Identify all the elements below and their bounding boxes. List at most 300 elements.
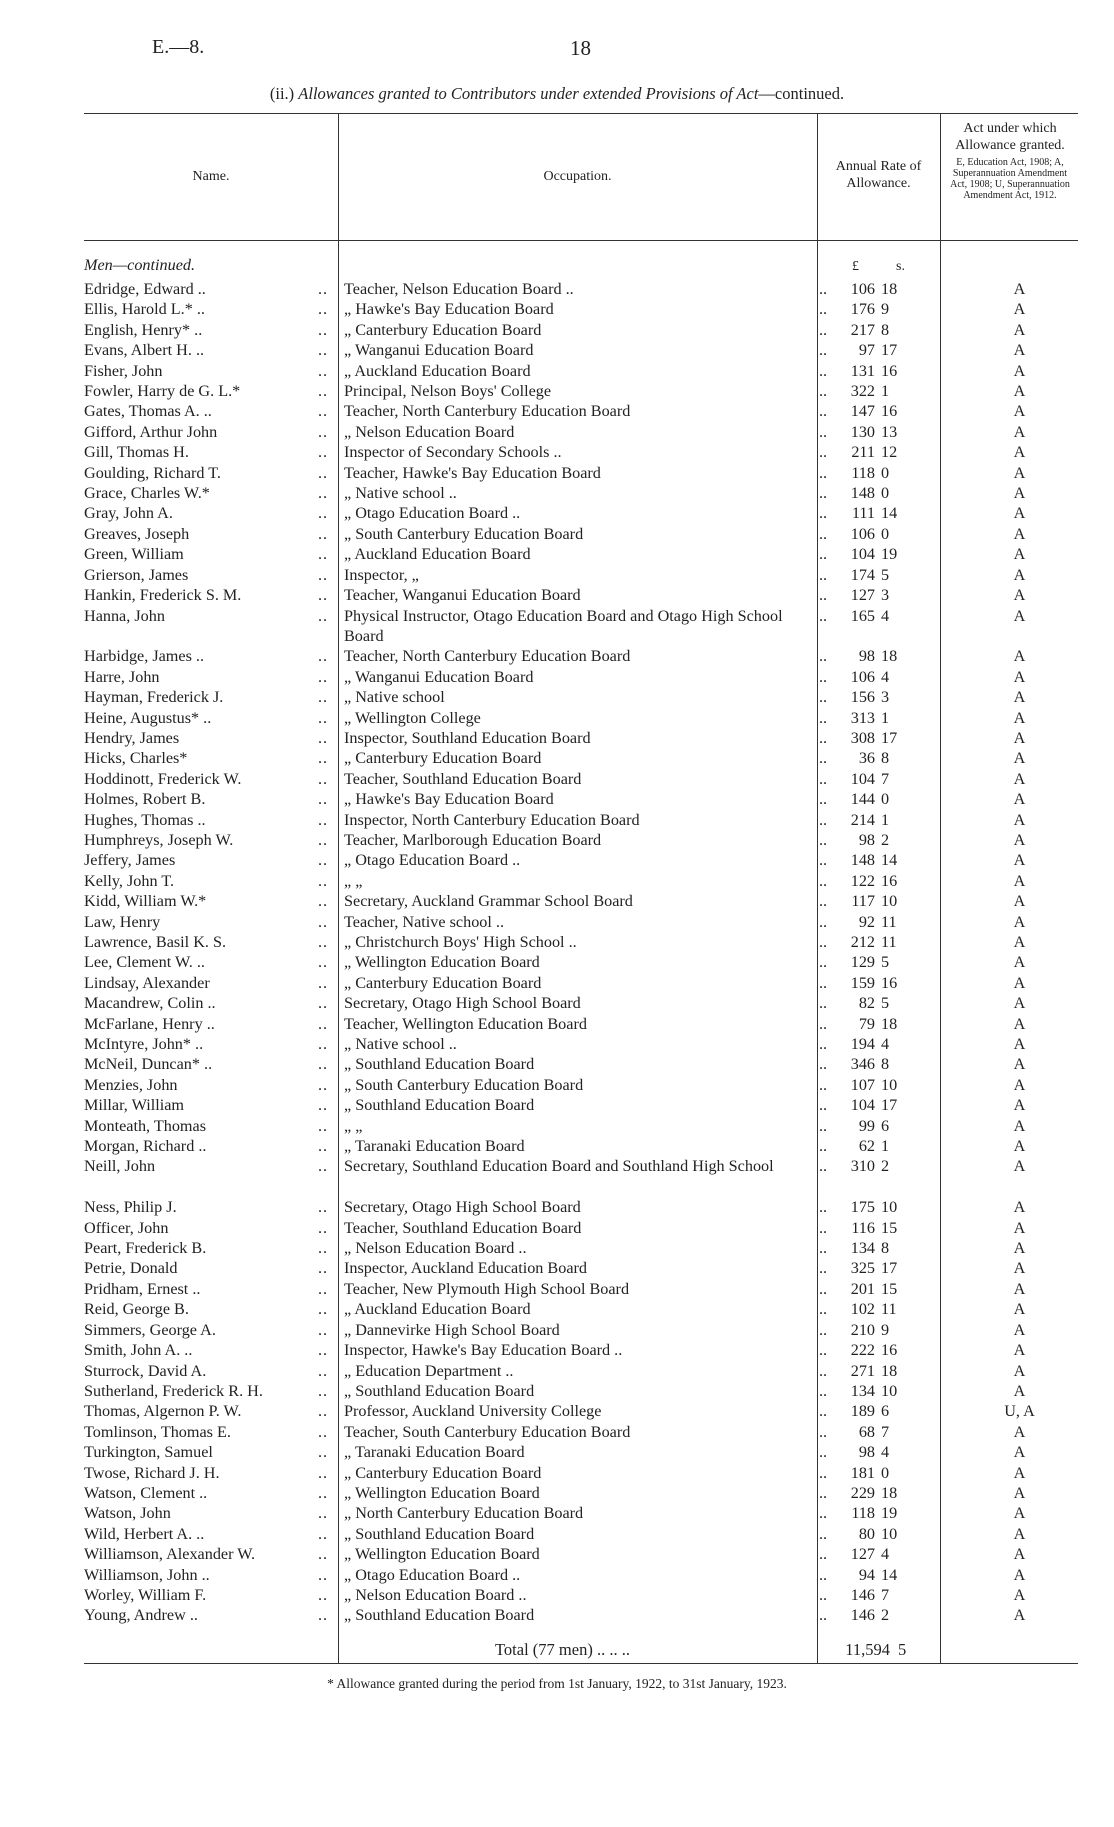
table-row (84, 1483, 1082, 1503)
occupation: „ Otago Education Board .. (344, 504, 521, 523)
occupation: „ Native school (344, 688, 445, 707)
contributor-name: Twose, Richard J. H. (84, 1463, 220, 1482)
act-code: A (1013, 790, 1026, 809)
leader-dots: .. (818, 586, 828, 605)
pounds-value: 147 (850, 402, 875, 421)
table-row (84, 544, 1082, 564)
act-code: A (1013, 1300, 1026, 1319)
contributor-name: McIntyre, John* .. (84, 1035, 204, 1054)
shillings-value: 18 (881, 1483, 898, 1502)
leader-dots: .. (818, 1055, 828, 1074)
leader-dots: .. (317, 1483, 329, 1502)
total-shillings: 5 (898, 1640, 907, 1659)
occupation: Professor, Auckland University College (344, 1402, 602, 1421)
contributor-name: Wild, Herbert A. .. (84, 1524, 205, 1543)
table-row (84, 1075, 1082, 1095)
leader-dots: .. (818, 443, 828, 462)
table-row (84, 1422, 1082, 1442)
pounds-value: 106 (850, 280, 875, 298)
shillings-value: 0 (881, 484, 890, 503)
leader-dots: .. (317, 1361, 329, 1380)
table-row (84, 463, 1082, 483)
occupation: Secretary, Otago High School Board (344, 1198, 581, 1217)
leader-dots: .. (818, 994, 828, 1013)
leader-dots: .. (818, 1320, 828, 1339)
pounds-value: 98 (858, 1443, 875, 1462)
leader-dots: .. (818, 422, 828, 441)
contributor-name: Grierson, James (84, 565, 189, 584)
act-code: A (1013, 280, 1026, 298)
shillings-value: 0 (881, 524, 890, 543)
contributor-name: Ellis, Harold L.* .. (84, 300, 205, 319)
leader-dots: .. (317, 484, 329, 503)
leader-dots: .. (818, 1443, 828, 1462)
shillings-value: 5 (881, 953, 890, 972)
leader-dots: .. (818, 953, 828, 972)
shillings-value: 16 (881, 361, 898, 380)
table-row (84, 1381, 1082, 1401)
leader-dots: .. (818, 810, 828, 829)
leader-dots: .. (317, 708, 329, 727)
pounds-value: 222 (850, 1341, 875, 1360)
shillings-value: 3 (881, 688, 890, 707)
contributor-name: Thomas, Algernon P. W. (84, 1402, 242, 1421)
table-row (84, 1197, 1082, 1217)
act-code: A (1013, 1483, 1026, 1502)
leader-dots: .. (317, 1585, 329, 1604)
contributor-name: Sturrock, David A. (84, 1361, 207, 1380)
occupation: Teacher, New Plymouth High School Board (344, 1279, 630, 1298)
leader-dots: .. (317, 1422, 329, 1441)
occupation: Teacher, South Canterbury Education Board (344, 1422, 631, 1441)
act-code: A (1013, 320, 1026, 339)
act-code: A (1013, 606, 1026, 625)
act-key-note: E, Education Act, 1908; A, Superannuation Amendment Act, 1908; U, Superannuation Amendment Act, 1912. (950, 157, 1070, 201)
leader-dots: .. (818, 1341, 828, 1360)
leader-dots: .. (317, 1381, 329, 1400)
shillings-value: 17 (881, 728, 898, 747)
table-row (84, 1544, 1082, 1564)
occupation: Teacher, North Canterbury Education Board (344, 647, 631, 666)
occupation: Secretary, Otago High School Board (344, 994, 581, 1013)
pounds-value: 201 (850, 1279, 875, 1298)
contributor-name: Tomlinson, Thomas E. (84, 1422, 231, 1441)
table-row (84, 320, 1082, 340)
contributor-name: Gray, John A. (84, 504, 173, 523)
act-code: A (1013, 708, 1026, 727)
occupation: Teacher, Southland Education Board (344, 1218, 582, 1237)
act-code: A (1013, 749, 1026, 768)
table-row (84, 952, 1082, 972)
table-row (84, 912, 1082, 932)
table-row (84, 810, 1082, 830)
occupation: „ „ (344, 1116, 363, 1135)
pounds-value: 194 (850, 1035, 875, 1054)
shillings-value: 11 (881, 1300, 897, 1319)
contributor-name: Jeffery, James (84, 851, 176, 870)
table-row (84, 524, 1082, 544)
pounds-value: 211 (851, 443, 875, 462)
shillings-value: 5 (881, 565, 890, 584)
contributor-name: Grace, Charles W.* (84, 484, 210, 503)
leader-dots: .. (818, 1137, 828, 1156)
occupation: „ Southland Education Board (344, 1606, 535, 1625)
pounds-value: 174 (850, 565, 875, 584)
shillings-value: 1 (881, 382, 890, 401)
contributor-name: Humphreys, Joseph W. (84, 830, 234, 849)
total-label: Total (77 men) .. .. .. (495, 1640, 630, 1659)
table-row (84, 1054, 1082, 1074)
occupation: Teacher, Hawke's Bay Education Board (344, 463, 601, 482)
table-row (84, 1361, 1082, 1381)
table-row (84, 565, 1082, 585)
shillings-value: 19 (881, 1504, 898, 1523)
leader-dots: .. (317, 1075, 329, 1094)
occupation: „ Canterbury Education Board (344, 973, 542, 992)
contributor-name: Simmers, George A. (84, 1320, 216, 1339)
shillings-value: 0 (881, 1463, 890, 1482)
leader-dots: .. (818, 606, 828, 625)
contributor-name: Gates, Thomas A. .. (84, 402, 212, 421)
contributor-name: Peart, Frederick B. (84, 1239, 207, 1258)
table-row (84, 1258, 1082, 1278)
act-code: A (1013, 1443, 1026, 1462)
leader-dots: .. (818, 382, 828, 401)
table-row (84, 1585, 1082, 1605)
leader-dots: .. (317, 1524, 329, 1543)
shillings-value: 4 (881, 1035, 890, 1054)
leader-dots: .. (317, 973, 329, 992)
act-code: A (1013, 953, 1026, 972)
contributor-name: Gill, Thomas H. (84, 443, 189, 462)
shillings-value: 3 (881, 586, 890, 605)
act-code: A (1013, 667, 1026, 686)
shillings-value: 7 (881, 1585, 890, 1604)
pounds-value: 146 (850, 1585, 875, 1604)
table-row (84, 932, 1082, 952)
act-code: A (1013, 565, 1026, 584)
shillings-value: 10 (881, 892, 898, 911)
shillings-value: 15 (881, 1218, 898, 1237)
shillings-value: 16 (881, 402, 898, 421)
table-row (84, 1340, 1082, 1360)
occupation: „ Auckland Education Board (344, 361, 531, 380)
table-row (84, 687, 1082, 707)
shillings-value: 2 (881, 1157, 890, 1176)
contributor-name: Kelly, John T. (84, 871, 175, 890)
table-row (84, 1116, 1082, 1136)
occupation: Teacher, Marlborough Education Board (344, 830, 602, 849)
leader-dots: .. (317, 1300, 329, 1319)
shillings-value: 7 (881, 769, 890, 788)
table-row (84, 1503, 1082, 1523)
contributor-name: Worley, William F. (84, 1585, 207, 1604)
shillings-value: 14 (881, 851, 898, 870)
table-row (84, 1218, 1082, 1238)
leader-dots: .. (818, 871, 828, 890)
leader-dots: .. (818, 1565, 828, 1584)
act-code: A (1013, 1055, 1026, 1074)
leader-dots: .. (818, 1545, 828, 1564)
leader-dots: .. (317, 504, 329, 523)
table-row (84, 1524, 1082, 1544)
leader-dots: .. (317, 545, 329, 564)
leader-dots: .. (818, 830, 828, 849)
act-code: A (1013, 973, 1026, 992)
leader-dots: .. (818, 484, 828, 503)
contributor-name: Lindsay, Alexander (84, 973, 210, 992)
table-row (84, 442, 1082, 462)
shillings-value: 10 (881, 1075, 898, 1094)
shillings-value: 8 (881, 1055, 890, 1074)
leader-dots: .. (818, 1035, 828, 1054)
pounds-value: 146 (850, 1606, 875, 1625)
contributor-name: McFarlane, Henry .. (84, 1014, 215, 1033)
shillings-value: 1 (881, 708, 890, 727)
act-code: A (1013, 361, 1026, 380)
contributor-name: English, Henry* .. (84, 320, 203, 339)
pounds-value: 117 (851, 892, 875, 911)
leader-dots: .. (818, 1524, 828, 1543)
contributor-name: Hughes, Thomas .. (84, 810, 206, 829)
pounds-value: 122 (850, 871, 875, 890)
act-code: A (1013, 892, 1026, 911)
contributor-name: McNeil, Duncan* .. (84, 1055, 213, 1074)
pounds-value: 129 (850, 953, 875, 972)
col-header-name: Name. (192, 169, 230, 184)
pounds-value: 79 (858, 1014, 875, 1033)
occupation: „ Southland Education Board (344, 1381, 535, 1400)
act-code: A (1013, 484, 1026, 503)
table-row (84, 1014, 1082, 1034)
leader-dots: .. (317, 688, 329, 707)
shillings-value: 9 (881, 1320, 890, 1339)
leader-dots: .. (317, 463, 329, 482)
leader-dots: .. (818, 1198, 828, 1217)
leader-dots: .. (818, 1259, 828, 1278)
table-row (84, 993, 1082, 1013)
page-number: 18 (570, 36, 591, 60)
pounds-value: 102 (850, 1300, 875, 1319)
leader-dots: .. (818, 361, 828, 380)
act-code: A (1013, 647, 1026, 666)
table-row (84, 1442, 1082, 1462)
leader-dots: .. (317, 1402, 329, 1421)
table-row (84, 871, 1082, 891)
leader-dots: .. (818, 1116, 828, 1135)
leader-dots: .. (818, 504, 828, 523)
leader-dots: .. (818, 1606, 828, 1625)
occupation: „ Hawke's Bay Education Board (344, 300, 554, 319)
act-code: A (1013, 1279, 1026, 1298)
table-row (84, 1565, 1082, 1585)
act-code: A (1013, 1565, 1026, 1584)
occupation: Teacher, North Canterbury Education Board (344, 402, 631, 421)
occupation: Teacher, Wanganui Education Board (344, 586, 581, 605)
table-row (84, 646, 1082, 666)
occupation: „ Education Department .. (344, 1361, 514, 1380)
shillings-value: 14 (881, 1565, 898, 1584)
contributor-name: Millar, William (84, 1096, 185, 1115)
table-row (84, 503, 1082, 523)
leader-dots: .. (818, 708, 828, 727)
table-row (84, 1463, 1082, 1483)
contributor-name: Menzies, John (84, 1075, 178, 1094)
leader-dots: .. (818, 1300, 828, 1319)
leader-dots: .. (317, 320, 329, 339)
leader-dots: .. (317, 1279, 329, 1298)
leader-dots: .. (818, 647, 828, 666)
leader-dots: .. (317, 830, 329, 849)
contributor-name: Monteath, Thomas (84, 1116, 206, 1135)
leader-dots: .. (818, 892, 828, 911)
act-code: A (1013, 871, 1026, 890)
act-code: A (1013, 1035, 1026, 1054)
contributor-name: Fowler, Harry de G. L.* (84, 382, 241, 401)
table-row (84, 1320, 1082, 1340)
leader-dots: .. (818, 402, 828, 421)
contributor-name: Watson, John (84, 1504, 171, 1523)
act-code: A (1013, 422, 1026, 441)
contributor-name: Holmes, Robert B. (84, 790, 206, 809)
contributor-name: Law, Henry (84, 912, 161, 931)
contributor-name: Turkington, Samuel (84, 1443, 213, 1462)
shillings-value: 18 (881, 1014, 898, 1033)
leader-dots: .. (818, 341, 828, 360)
subheading: Men—continued. (84, 256, 196, 274)
leader-dots: .. (317, 1116, 329, 1135)
contributor-name: Williamson, John .. (84, 1565, 210, 1584)
act-code: A (1013, 1096, 1026, 1115)
table-row (84, 422, 1082, 442)
table-row (84, 1279, 1082, 1299)
shillings-value: 4 (881, 1545, 890, 1564)
leader-dots: .. (317, 647, 329, 666)
contributor-name: Gifford, Arthur John (84, 422, 218, 441)
pounds-value: 104 (850, 1096, 875, 1115)
contributor-name: Ness, Philip J. (84, 1198, 177, 1217)
act-code: A (1013, 1545, 1026, 1564)
shillings-value: 18 (881, 647, 898, 666)
pounds-value: 106 (850, 667, 875, 686)
table-row (84, 1401, 1082, 1421)
col-header-rate: Annual Rate of Allowance. (835, 159, 922, 191)
table-row (84, 708, 1082, 728)
table-row (84, 830, 1082, 850)
pounds-value: 106 (850, 524, 875, 543)
leader-dots: .. (818, 749, 828, 768)
pounds-value: 68 (858, 1422, 875, 1441)
total-pounds: 11,594 (845, 1640, 890, 1659)
table-row (84, 1095, 1082, 1115)
leader-dots: .. (317, 402, 329, 421)
leader-dots: .. (317, 1198, 329, 1217)
contributor-name: Williamson, Alexander W. (84, 1545, 256, 1564)
pounds-value: 98 (858, 830, 875, 849)
leader-dots: .. (317, 1137, 329, 1156)
act-code: A (1013, 1116, 1026, 1135)
occupation: Inspector, Auckland Education Board (344, 1259, 587, 1278)
leader-dots: .. (317, 422, 329, 441)
pounds-value: 111 (851, 504, 875, 523)
leader-dots: .. (818, 1504, 828, 1523)
leader-dots: .. (317, 1218, 329, 1237)
occupation: „ South Canterbury Education Board (344, 524, 584, 543)
table-row (84, 401, 1082, 421)
act-code: A (1013, 1198, 1026, 1217)
col-header-occupation: Occupation. (543, 169, 612, 184)
leader-dots: .. (818, 280, 828, 298)
act-code: A (1013, 1504, 1026, 1523)
leader-dots: .. (818, 790, 828, 809)
pounds-symbol: £ (852, 259, 859, 274)
act-code: A (1013, 830, 1026, 849)
pounds-value: 92 (858, 912, 875, 931)
shillings-value: 14 (881, 504, 898, 523)
table-row (84, 1605, 1082, 1625)
occupation: „ Wellington Education Board (344, 953, 540, 972)
pounds-value: 271 (850, 1361, 875, 1380)
contributor-name: Smith, John A. .. (84, 1341, 193, 1360)
occupation: „ Wanganui Education Board (344, 341, 534, 360)
occupation: Teacher, Nelson Education Board .. (344, 280, 574, 298)
pounds-value: 181 (850, 1463, 875, 1482)
leader-dots: .. (317, 606, 329, 625)
leader-dots: .. (317, 382, 329, 401)
contributor-name: Macandrew, Colin .. (84, 994, 216, 1013)
occupation: „ Christchurch Boys' High School .. (344, 933, 577, 951)
pounds-value: 134 (850, 1239, 875, 1258)
act-code: A (1013, 1524, 1026, 1543)
shillings-value: 12 (881, 443, 898, 462)
table-row (84, 1299, 1082, 1319)
leader-dots: .. (317, 524, 329, 543)
contributor-name: Sutherland, Frederick R. H. (84, 1381, 263, 1400)
leader-dots: .. (317, 851, 329, 870)
contributor-name: Kidd, William W.* (84, 892, 207, 911)
leader-dots: .. (317, 300, 329, 319)
shillings-value: 8 (881, 320, 890, 339)
pounds-value: 144 (850, 790, 875, 809)
pounds-value: 210 (850, 1320, 875, 1339)
shillings-value: 16 (881, 871, 898, 890)
pounds-value: 130 (850, 422, 875, 441)
leader-dots: .. (317, 912, 329, 931)
leader-dots: .. (818, 1381, 828, 1400)
occupation: „ Auckland Education Board (344, 545, 531, 564)
leader-dots: .. (317, 565, 329, 584)
pounds-value: 127 (850, 586, 875, 605)
act-code: A (1013, 688, 1026, 707)
leader-dots: .. (317, 1239, 329, 1258)
contributor-name: Petrie, Donald (84, 1259, 178, 1278)
leader-dots: .. (818, 320, 828, 339)
pounds-value: 322 (850, 382, 875, 401)
act-code: A (1013, 545, 1026, 564)
leader-dots: .. (317, 1606, 329, 1625)
shillings-value: 1 (881, 1137, 890, 1156)
act-code: A (1013, 1157, 1026, 1176)
shillings-value: 11 (881, 933, 897, 951)
occupation: „ Hawke's Bay Education Board (344, 790, 554, 809)
pounds-value: 127 (850, 1545, 875, 1564)
act-code: A (1013, 994, 1026, 1013)
act-code: A (1013, 382, 1026, 401)
contributor-name: Greaves, Joseph (84, 524, 190, 543)
shillings-value: 9 (881, 300, 890, 319)
shillings-value: 18 (881, 1361, 898, 1380)
occupation: Teacher, Native school .. (344, 912, 505, 931)
